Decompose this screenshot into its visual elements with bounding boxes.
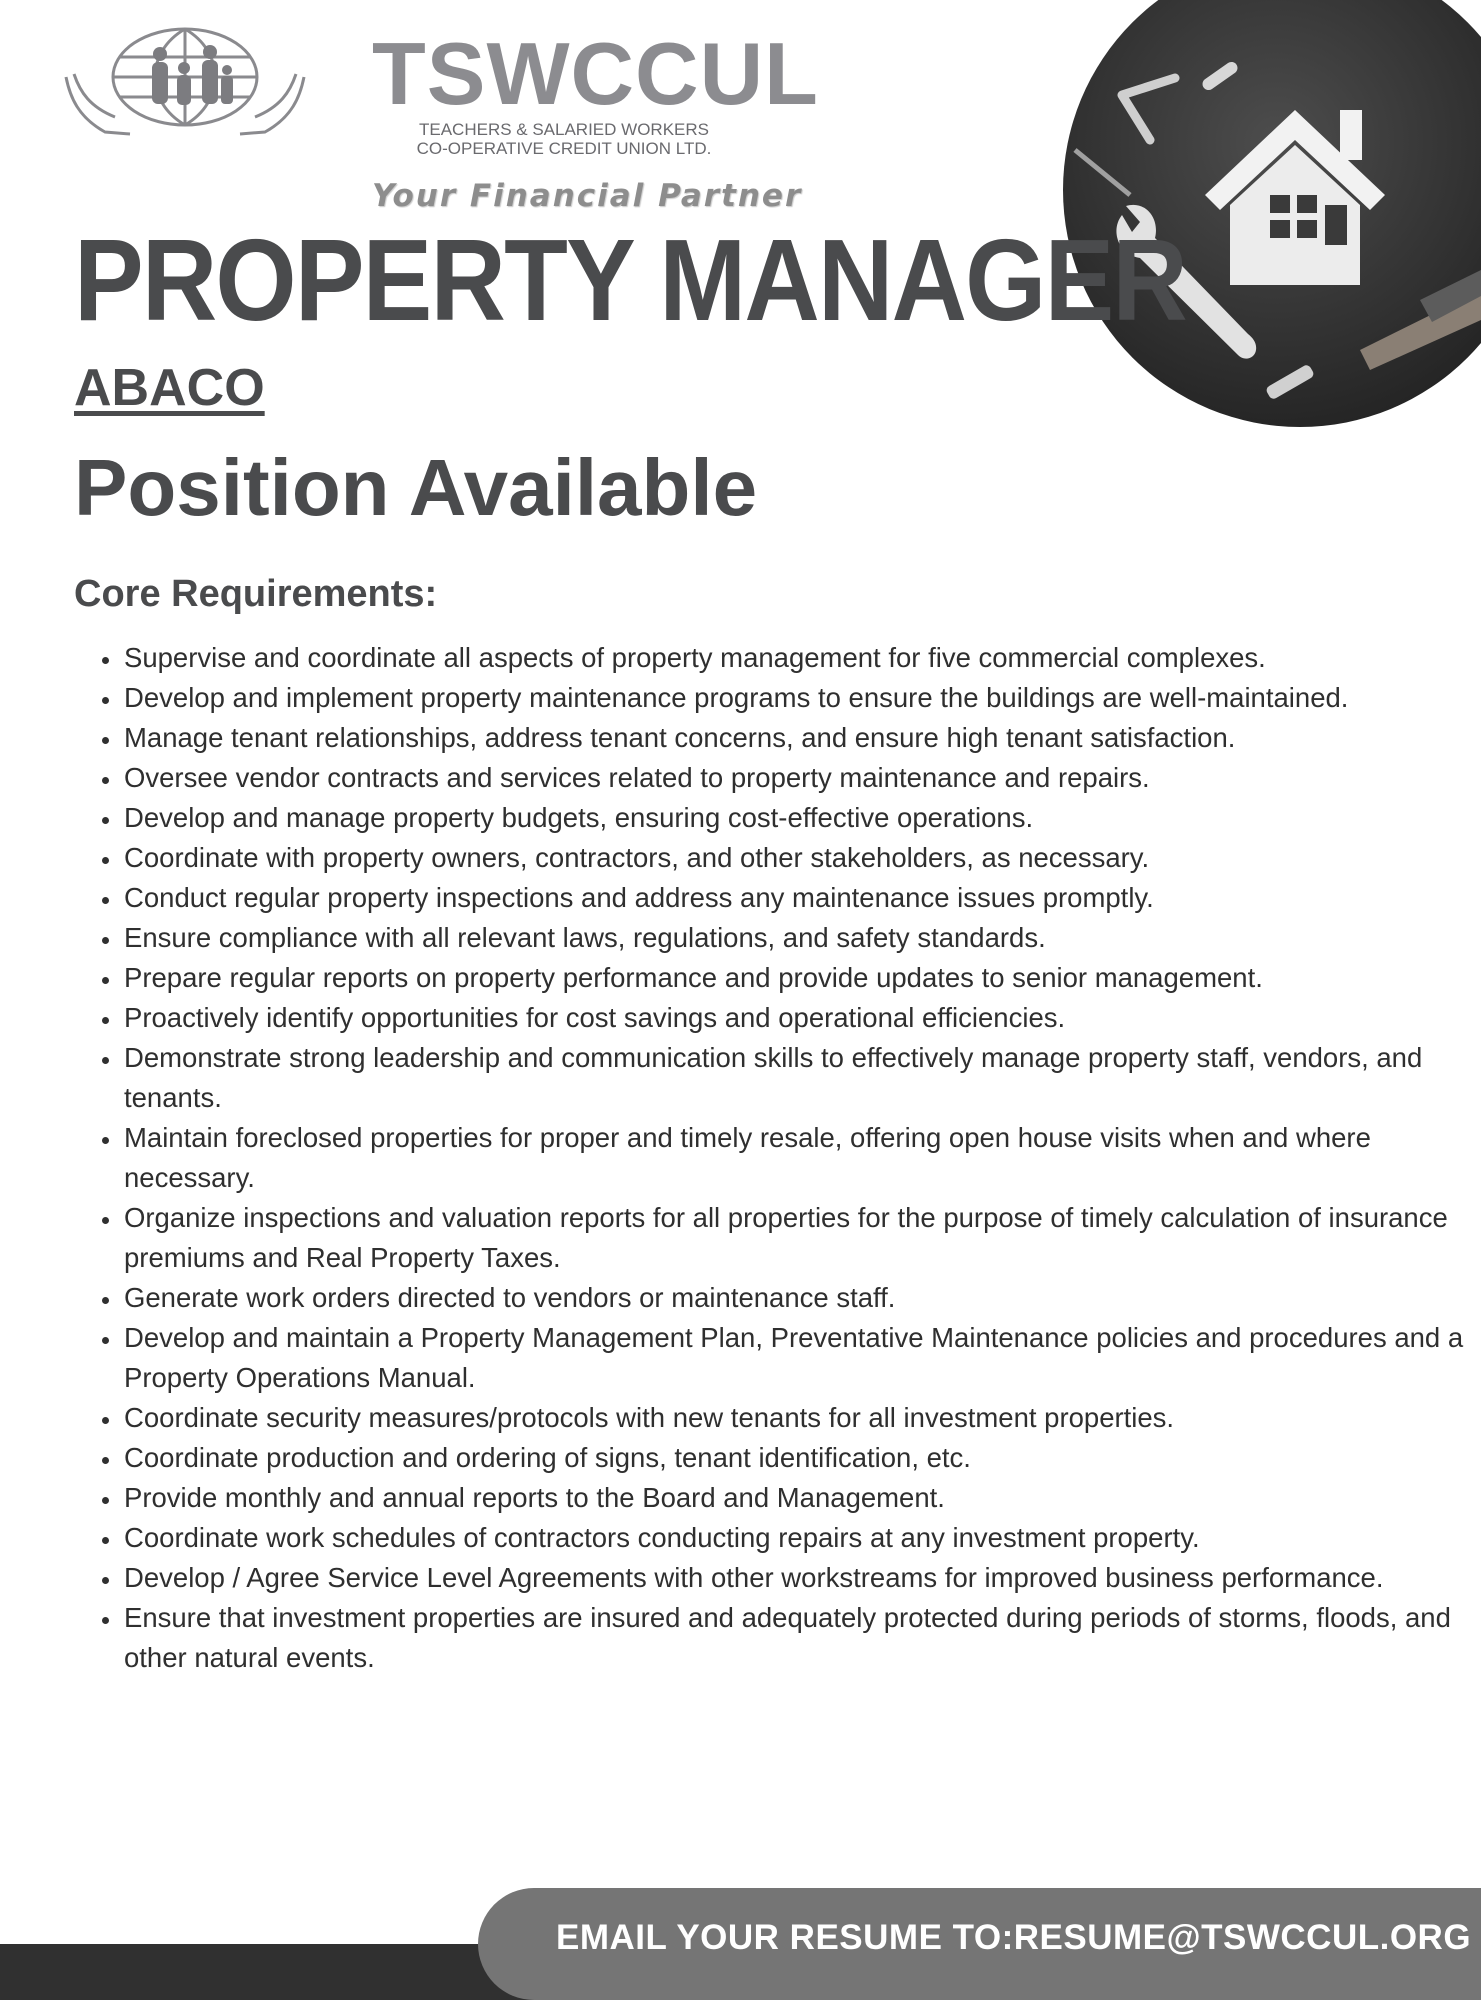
requirement-item: • Provide monthly and annual reports to the Board and Management. — [122, 1478, 1481, 1518]
requirement-item: • Coordinate with property owners, contractors, and other stakeholders, as necessary. — [122, 838, 1481, 878]
requirement-item: • Manage tenant relationships, address tenant concerns, and ensure high tenant satisfaction. — [122, 718, 1481, 758]
requirement-item: • Coordinate security measures/protocols with new tenants for all investment properties. — [122, 1398, 1481, 1438]
requirements-list — [92, 638, 1481, 1678]
brand-name: TSWCCUL — [372, 24, 819, 123]
requirement-item: • Maintain foreclosed properties for proper and timely resale, offering open house visits when and where necessary. — [122, 1118, 1481, 1198]
requirement-item: • Develop and implement property maintenance programs to ensure the buildings are well-maintained. — [122, 678, 1481, 718]
requirement-item: • Develop and maintain a Property Management Plan, Preventative Maintenance policies and procedures and a Property Operations Manual. — [122, 1318, 1481, 1398]
requirement-item: • Develop and manage property budgets, ensuring cost-effective operations. — [122, 798, 1481, 838]
brand-subtitle — [370, 120, 758, 158]
brand-tagline: Your Financial Partner — [372, 178, 803, 214]
job-title: PROPERTY MANAGER — [74, 215, 1187, 345]
requirement-item: • Proactively identify opportunities for cost savings and operational efficiencies. — [122, 998, 1481, 1038]
requirement-item: • Oversee vendor contracts and services related to property maintenance and repairs. — [122, 758, 1481, 798]
brand-subtitle-line2: CO-OPERATIVE CREDIT UNION LTD. — [416, 139, 712, 158]
requirement-item: • Conduct regular property inspections and address any maintenance issues promptly. — [122, 878, 1481, 918]
requirement-item: • Coordinate production and ordering of signs, tenant identification, etc. — [122, 1438, 1481, 1478]
requirement-item: • Demonstrate strong leadership and communication skills to effectively manage property staff, vendors, and tenants. — [122, 1038, 1481, 1118]
email-resume-text: EMAIL YOUR RESUME TO:RESUME@TSWCCUL.ORG — [556, 1918, 1472, 1957]
requirements-heading: Core Requirements: — [74, 573, 438, 615]
requirement-item: • Develop / Agree Service Level Agreements with other workstreams for improved business performance. — [122, 1558, 1481, 1598]
position-headline: Position Available — [74, 443, 758, 532]
requirement-item: • Ensure compliance with all relevant laws, regulations, and safety standards. — [122, 918, 1481, 958]
job-location: ABACO — [74, 359, 265, 417]
requirement-item: • Prepare regular reports on property performance and provide updates to senior management. — [122, 958, 1481, 998]
globe-family-hands-icon — [60, 22, 310, 152]
brand-subtitle-line1: TEACHERS & SALARIED WORKERS — [418, 120, 709, 139]
requirement-item: • Coordinate work schedules of contractors conducting repairs at any investment property. — [122, 1518, 1481, 1558]
email-resume-banner — [478, 1888, 1481, 2000]
requirement-item: • Supervise and coordinate all aspects of property management for five commercial complexes. — [122, 638, 1481, 678]
requirement-item: • Organize inspections and valuation reports for all properties for the purpose of timely calculation of insurance premiums and Real Property Taxes. — [122, 1198, 1481, 1278]
requirement-item: • Generate work orders directed to vendors or maintenance staff. — [122, 1278, 1481, 1318]
requirement-item: • Ensure that investment properties are insured and adequately protected during periods of storms, floods, and other natural events. — [122, 1598, 1481, 1678]
brand-logo — [60, 22, 850, 214]
